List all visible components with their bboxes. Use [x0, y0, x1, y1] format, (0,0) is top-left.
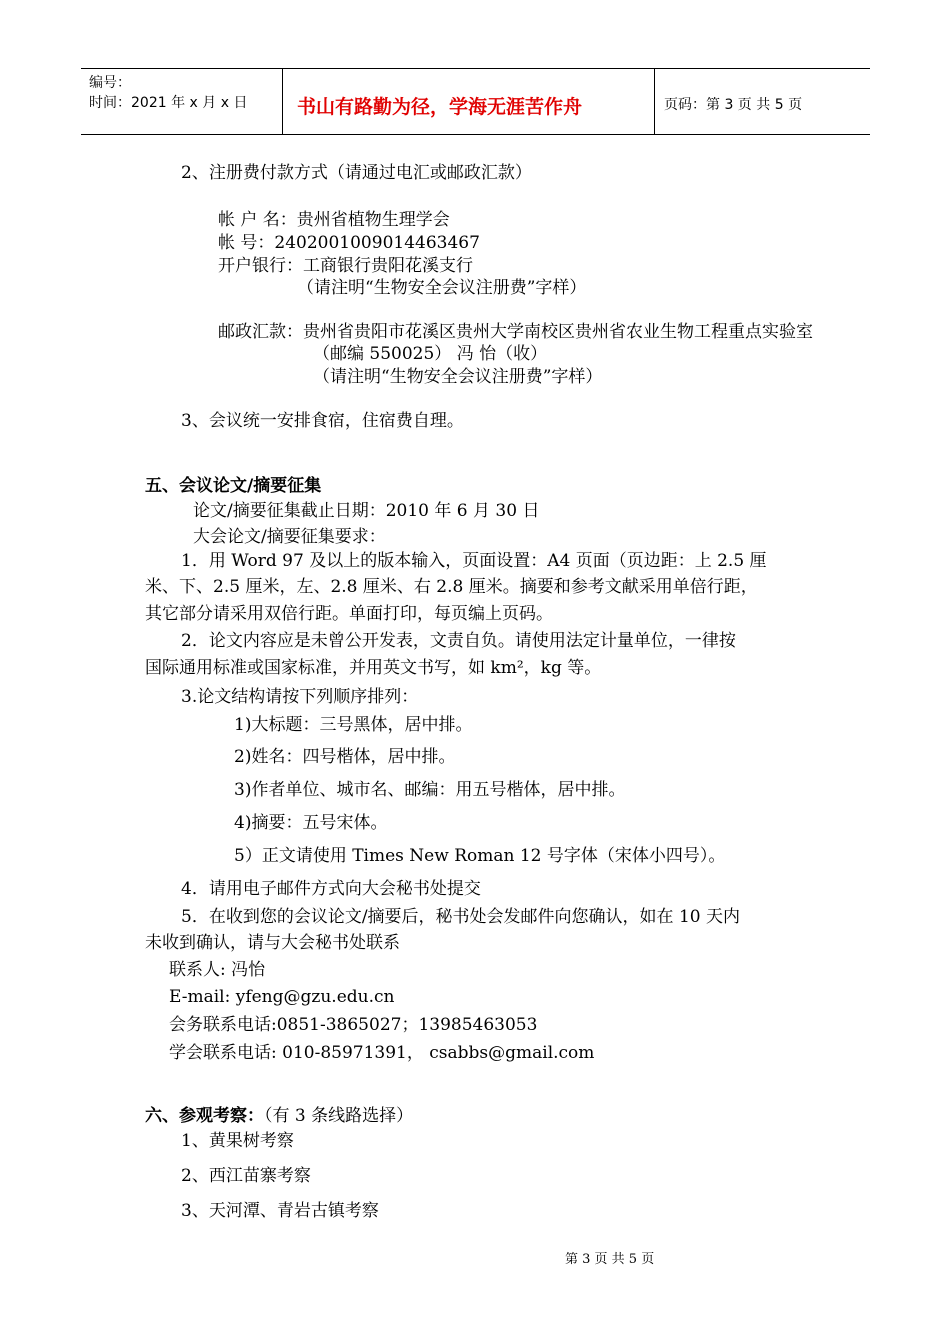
- payment-method-title: 2、注册费付款方式（请通过电汇或邮政汇款）: [181, 163, 532, 183]
- structure-body: 5）正文请使用 Times New Roman 12 号字体（宋体小四号）。: [234, 846, 726, 866]
- route-2: 2、西江苗寨考察: [181, 1166, 311, 1186]
- requirement-5-line1: 5．在收到您的会议论文/摘要后，秘书处会发邮件向您确认，如在 10 天内: [181, 907, 740, 927]
- bank-name: 开户银行：工商银行贵阳花溪支行: [218, 256, 473, 276]
- requirement-1-line2: 米、下、2.5 厘米，左、2.8 厘米、右 2.8 厘米。摘要和参考文献采用单倍行距，: [145, 577, 758, 597]
- header-divider-right: [654, 68, 655, 135]
- accommodation-note: 3、会议统一安排食宿，住宿费自理。: [181, 411, 464, 431]
- contact-phone-society: 学会联系电话: 010-85971391， csabbs@gmail.com: [169, 1043, 595, 1063]
- account-number: 帐 号：2402001009014463467: [218, 233, 480, 253]
- page-header: [81, 68, 870, 135]
- header-divider-left: [282, 68, 283, 135]
- requirement-2-line2: 国际通用标准或国家标准，并用英文书写，如 km²，kg 等。: [145, 658, 602, 678]
- requirement-2-line1: 2．论文内容应是未曾公开发表，文责自负。请使用法定计量单位，一律按: [181, 631, 736, 651]
- contact-email: E-mail: yfeng@gzu.edu.cn: [169, 987, 395, 1007]
- section6-heading-note: （有 3 条线路选择）: [264, 1106, 414, 1126]
- section6-heading-line: [145, 1101, 413, 1127]
- postal-address: 邮政汇款：贵州省贵阳市花溪区贵州大学南校区贵州省农业生物工程重点实验室: [218, 322, 813, 342]
- route-3: 3、天河潭、青岩古镇考察: [181, 1201, 379, 1221]
- bank-note: （请注明“生物安全会议注册费”字样）: [297, 278, 587, 298]
- contact-person: 联系人: 冯怡: [169, 960, 266, 980]
- requirement-4: 4．请用电子邮件方式向大会秘书处提交: [181, 879, 481, 899]
- page-footer: 第 3 页 共 5 页: [565, 1252, 655, 1267]
- paper-deadline: 论文/摘要征集截止日期：2010 年 6 月 30 日: [193, 501, 540, 521]
- route-1: 1、黄果树考察: [181, 1131, 294, 1151]
- structure-author: 2)姓名：四号楷体，居中排。: [234, 747, 456, 767]
- postal-note: （请注明“生物安全会议注册费”字样）: [313, 367, 603, 387]
- structure-title: 1)大标题：三号黑体，居中排。: [234, 715, 473, 735]
- structure-abstract: 4)摘要：五号宋体。: [234, 813, 388, 833]
- postal-recipient: （邮编 550025） 冯 怡（收）: [313, 344, 548, 364]
- account-name: 帐 户 名：贵州省植物生理学会: [218, 210, 450, 230]
- section6-heading: 六、参观考察：: [145, 1106, 264, 1126]
- section5-heading: 五、会议论文/摘要征集: [145, 476, 322, 496]
- header-page-number: 页码：第 3 页 共 5 页: [664, 97, 803, 113]
- requirement-1-line1: 1．用 Word 97 及以上的版本输入，页面设置：A4 页面（页边距：上 2.5 厘: [181, 551, 767, 571]
- structure-affiliation: 3)作者单位、城市名、邮编：用五号楷体，居中排。: [234, 780, 626, 800]
- header-bottom-rule: [81, 134, 870, 135]
- header-number: 编号：: [89, 75, 131, 91]
- requirement-5-line2: 未收到确认，请与大会秘书处联系: [145, 933, 400, 953]
- requirement-1-line3: 其它部分请采用双倍行距。单面打印，每页编上页码。: [145, 604, 553, 624]
- requirement-3: 3.论文结构请按下列顺序排列：: [181, 687, 419, 707]
- header-top-rule: [81, 68, 870, 69]
- header-time: 时间：2021 年 x 月 x 日: [89, 95, 248, 111]
- contact-phone-conference: 会务联系电话:0851-3865027；13985463053: [169, 1015, 538, 1035]
- paper-requirements: 大会论文/摘要征集要求：: [193, 527, 386, 547]
- header-motto: 书山有路勤为径，学海无涯苦作舟: [297, 96, 583, 118]
